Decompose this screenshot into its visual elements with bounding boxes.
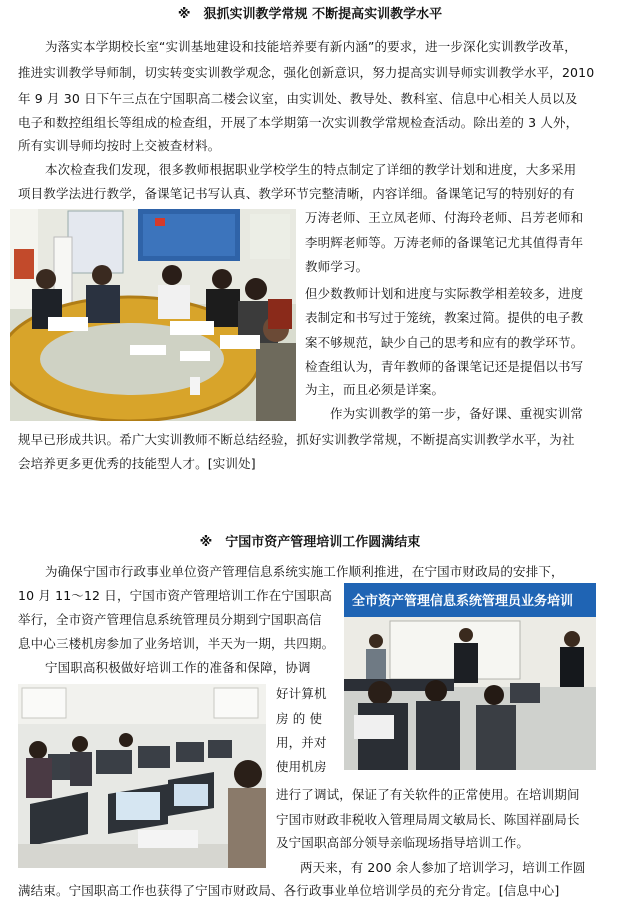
article1-line: 案不够规范，缺少自己的思考和应有的教学环节。 [305, 335, 584, 350]
article2-line: 用，并对 [276, 735, 327, 750]
article1-line: 推进实训教学导师制，切实转变实训教学观念，强化创新意识，努力提高实训导师实训教学水平，2010 [18, 65, 595, 80]
article2-line: 进行了调试，保证了有关软件的正常使用。在培训期间 [276, 787, 580, 802]
article1-line: 检查组认为，青年教师的备课笔记还是提倡以书写 [305, 359, 584, 374]
training-banner-photo [344, 583, 596, 770]
article1-line: 但少数教师计划和进度与实际教学相差较多，进度 [305, 286, 584, 301]
article1-line: 项目教学法进行教学，备课笔记书写认真、教学环节完整清晰，内容详细。备课笔记写的特别好的有 [18, 186, 575, 201]
article1-line: 教师学习。 [305, 259, 369, 274]
article1-line: 会培养更多更优秀的技能型人才。[实训处] [18, 456, 256, 471]
article1-line: 所有实训导师均按时上交被查材料。 [18, 138, 221, 153]
article1-line: 为落实本学期校长室“实训基地建设和技能培养要有新内涵”的要求，进一步深化实训教学改革， [45, 39, 577, 54]
article2-line: 举行，全市资产管理信息系统管理员分期到宁国职高信 [18, 612, 322, 627]
banner-text: 全市资产管理信息系统管理员业务培训 [352, 594, 574, 609]
article1-line: 电子和数控组组长等组成的检查组，开展了本学期第一次实训教学常规检查活动。除出差的 3 人外， [18, 115, 579, 130]
article2-line: 宁国市财政非税收入管理局周文敏局长、陈国祥副局长 [276, 812, 580, 827]
article2-line: 10 月 11～12 日，宁国市资产管理培训工作在宁国职高 [18, 588, 332, 603]
article2-line: 两天来，有 200 余人参加了培训学习，培训工作圆 [300, 860, 586, 875]
article1-line: 万涛老师、王立凤老师、付海玲老师、吕芳老师和 [305, 210, 584, 225]
computer-lab-photo [18, 684, 266, 868]
meeting-room-photo [10, 209, 296, 421]
article2-line: 为确保宁国市行政事业单位资产管理信息系统实施工作顺利推进，在宁国市财政局的安排下， [45, 564, 564, 579]
article2-line: 宁国职高积极做好培训工作的准备和保障，协调 [45, 660, 311, 675]
article1-line: 表制定和书写过于笼统，教案过简。提供的电子教 [305, 310, 584, 325]
article2-line: 使用机房 [276, 759, 327, 774]
article1-line: 规早已形成共识。希广大实训教师不断总结经验，抓好实训教学常规，不断提高实训教学水平，为社 [18, 432, 575, 447]
article1-line: 为主，而且必须是详案。 [305, 382, 445, 397]
article2-line: 房 的 使 [276, 711, 323, 726]
article2-line: 息中心三楼机房参加了业务培训，半天为一期，共四期。 [18, 636, 335, 651]
article2-line: 及宁国职高部分领导亲临现场指导培训工作。 [276, 835, 530, 850]
article1-title: ※ 狠抓实训教学常规 不断提高实训教学水平 [177, 7, 443, 22]
article2-title: ※ 宁国市资产管理培训工作圆满结束 [199, 535, 421, 550]
article2-line: 好计算机 [276, 686, 327, 701]
article1-line: 作为实训教学的第一步，备好课、重视实训常 [330, 406, 584, 421]
article1-line: 本次检查我们发现，很多教师根据职业学校学生的特点制定了详细的教学计划和进度，大多采用 [45, 162, 577, 177]
article2-line: 满结束。宁国职高工作也获得了宁国市财政局、各行政事业单位培训学员的充分肯定。[信息中心] [18, 883, 560, 898]
article1-line: 年 9 月 30 日下午三点在宁国职高二楼会议室，由实训处、教导处、教科室、信息中心相关人员以及 [18, 91, 578, 106]
article1-line: 李明辉老师等。万涛老师的备课笔记尤其值得青年 [305, 235, 584, 250]
